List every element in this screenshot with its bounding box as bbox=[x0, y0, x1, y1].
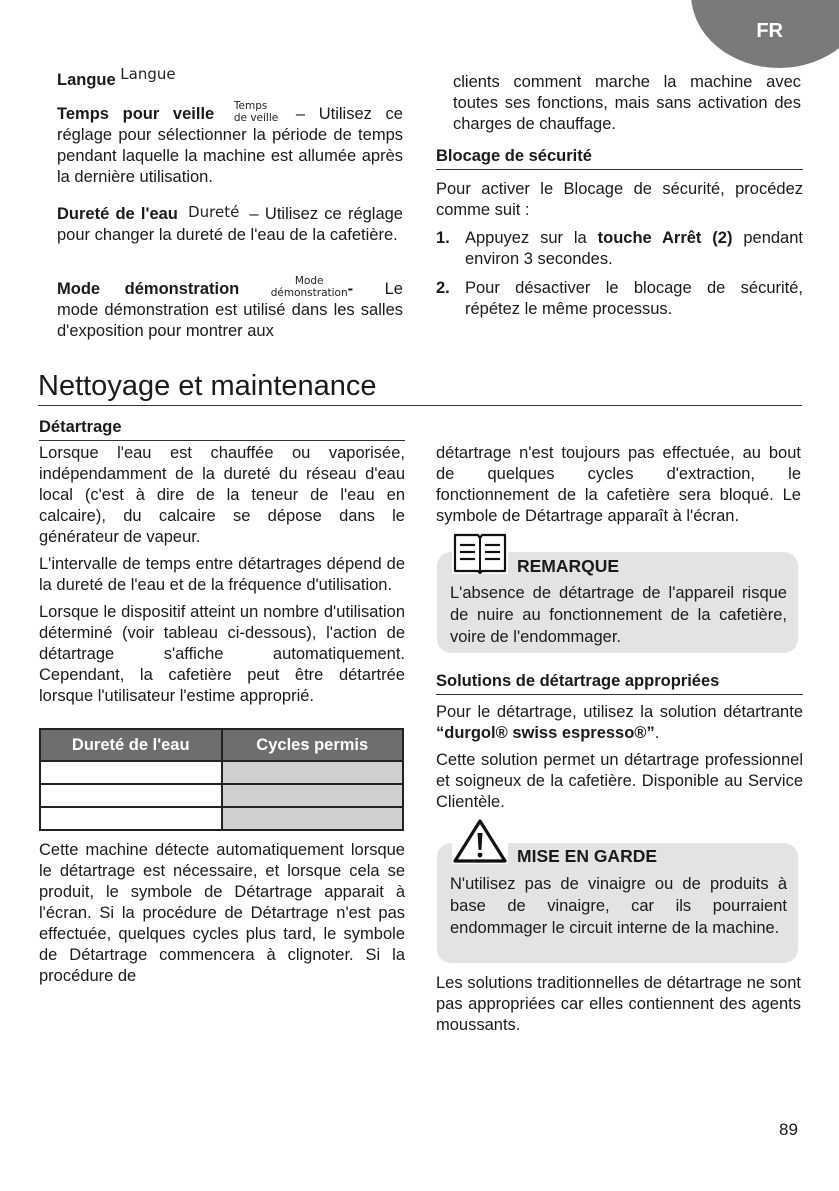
table-row bbox=[40, 784, 403, 807]
right-last-paragraph: Les solutions traditionnelles de détartrage ne sont pas appropriées car elles contiennent des agents moussants. bbox=[436, 974, 801, 1034]
durete-display: Dureté bbox=[188, 203, 240, 221]
table-header-cycles: Cycles permis bbox=[222, 729, 404, 761]
detartrage-para-2: L'intervalle de temps entre détartrages dépend de la dureté de l'eau et de la fréquence d'utilisation. bbox=[39, 555, 405, 594]
page-number: 89 bbox=[779, 1120, 798, 1139]
detartrage-continuation: détartrage n'est toujours pas effectuée, au bout de quelques cycles d'extraction, le fonctionnement de la cafetière sera bloqué. Le symbole de Détartrage apparaît à l'écran. bbox=[436, 444, 801, 525]
remarque-text: L'absence de détartrage de l'appareil risque de nuire au fonctionnement de la cafetière, voire de l'endommager. bbox=[450, 584, 787, 646]
blocage-section bbox=[436, 147, 803, 328]
right-top-continuation: clients comment marche la machine avec toutes ses fonctions, mais sans activation des charges de chauffage. bbox=[453, 73, 801, 133]
demo-text-start: Le bbox=[384, 280, 403, 298]
langue-label: Langue bbox=[57, 71, 116, 89]
solutions-para-1: Pour le détartrage, utilisez la solution détartrante “durgol® swiss espresso®”. bbox=[436, 703, 803, 742]
veille-label: Temps pour veille bbox=[57, 105, 215, 123]
warning-title: MISE EN GARDE bbox=[517, 846, 658, 866]
remarque-title: REMARQUE bbox=[517, 556, 620, 576]
durete-text: – Utilisez ce réglage pour changer la dureté de l'eau de la cafetière. bbox=[57, 205, 403, 244]
table-header-durete: Dureté de l'eau bbox=[40, 729, 222, 761]
setting-langue bbox=[57, 65, 403, 92]
demo-label: Mode démonstration bbox=[57, 280, 240, 298]
detartrage-heading: Détartrage bbox=[39, 418, 405, 441]
detartrage-right-column bbox=[436, 443, 801, 527]
warning-text: N'utilisez pas de vinaigre ou de produits à base de vinaigre, car ils pourraient endommager le circuit interne de la machine. bbox=[450, 875, 787, 937]
detartrage-para-4: Cette machine détecte automatiquement lorsque le détartrage est nécessaire, et lorsque cela se produit, le symbole de Détartrage apparait à l'écran. Si la procédure de Détartrage n'est pas effectuée, quelques cycles plus tard, le symbole de Détartrage commencera à clignoter. Si la procédure de bbox=[39, 841, 405, 985]
detartrage-para-1: Lorsque l'eau est chauffée ou vaporisée, indépendamment de la dureté du réseau d'eau local (c'est à dire de la teneur de l'eau en calcaire), du calcaire se dépose dans le générateur de vapeur. bbox=[39, 444, 405, 546]
blocage-heading: Blocage de sécurité bbox=[436, 147, 803, 170]
setting-durete bbox=[57, 204, 403, 246]
book-icon bbox=[452, 532, 508, 574]
solutions-section bbox=[436, 672, 803, 813]
blocage-step-1: 1. Appuyez sur la touche Arrêt (2) pendant environ 3 secondes. bbox=[436, 229, 803, 268]
langue-display: Langue bbox=[120, 65, 176, 83]
table-row bbox=[40, 807, 403, 830]
veille-display: Temps de veille bbox=[233, 100, 279, 124]
warning-icon bbox=[452, 818, 508, 864]
table-row bbox=[40, 761, 403, 784]
veille-text: – Utilisez ce réglage pour sélectionner la période de temps pendant laquelle la machine est allumée après la dernière utilisation. bbox=[57, 105, 403, 186]
detartrage-left-column bbox=[39, 418, 405, 987]
blocage-step-2: 2. Pour désactiver le blocage de sécurité, répétez le même processus. bbox=[436, 279, 803, 318]
section-title: Nettoyage et maintenance bbox=[38, 370, 802, 406]
language-tab-label: FR bbox=[756, 20, 783, 42]
solutions-heading: Solutions de détartrage appropriées bbox=[436, 672, 803, 695]
setting-veille bbox=[57, 98, 403, 188]
detartrage-para-3: Lorsque le dispositif atteint un nombre d'utilisation déterminé (voir tableau ci-dessous), l'action de détartrage s'affiche automatiquement. Cependant, la cafetière peut être détartrée lorsque l'utilisateur l'estime approprié. bbox=[39, 603, 405, 705]
water-hardness-table bbox=[39, 728, 404, 831]
solutions-para-2: Cette solution permet un détartrage professionnel et soigneux de la cafetière. Disponible au Service Clientèle. bbox=[436, 751, 803, 811]
blocage-steps bbox=[436, 228, 803, 320]
demo-text: mode démonstration est utilisé dans les salles d'exposition pour montrer aux bbox=[57, 301, 403, 340]
blocage-intro: Pour activer le Blocage de sécurité, procédez comme suit : bbox=[436, 180, 803, 219]
demo-display: Mode démonstration bbox=[270, 275, 348, 299]
setting-demo: Mode démonstration Mode démonstration - Le mode démonstration est utilisé dans les salles d'exposition pour montrer aux bbox=[57, 275, 403, 340]
durete-label: Dureté de l'eau bbox=[57, 205, 178, 223]
